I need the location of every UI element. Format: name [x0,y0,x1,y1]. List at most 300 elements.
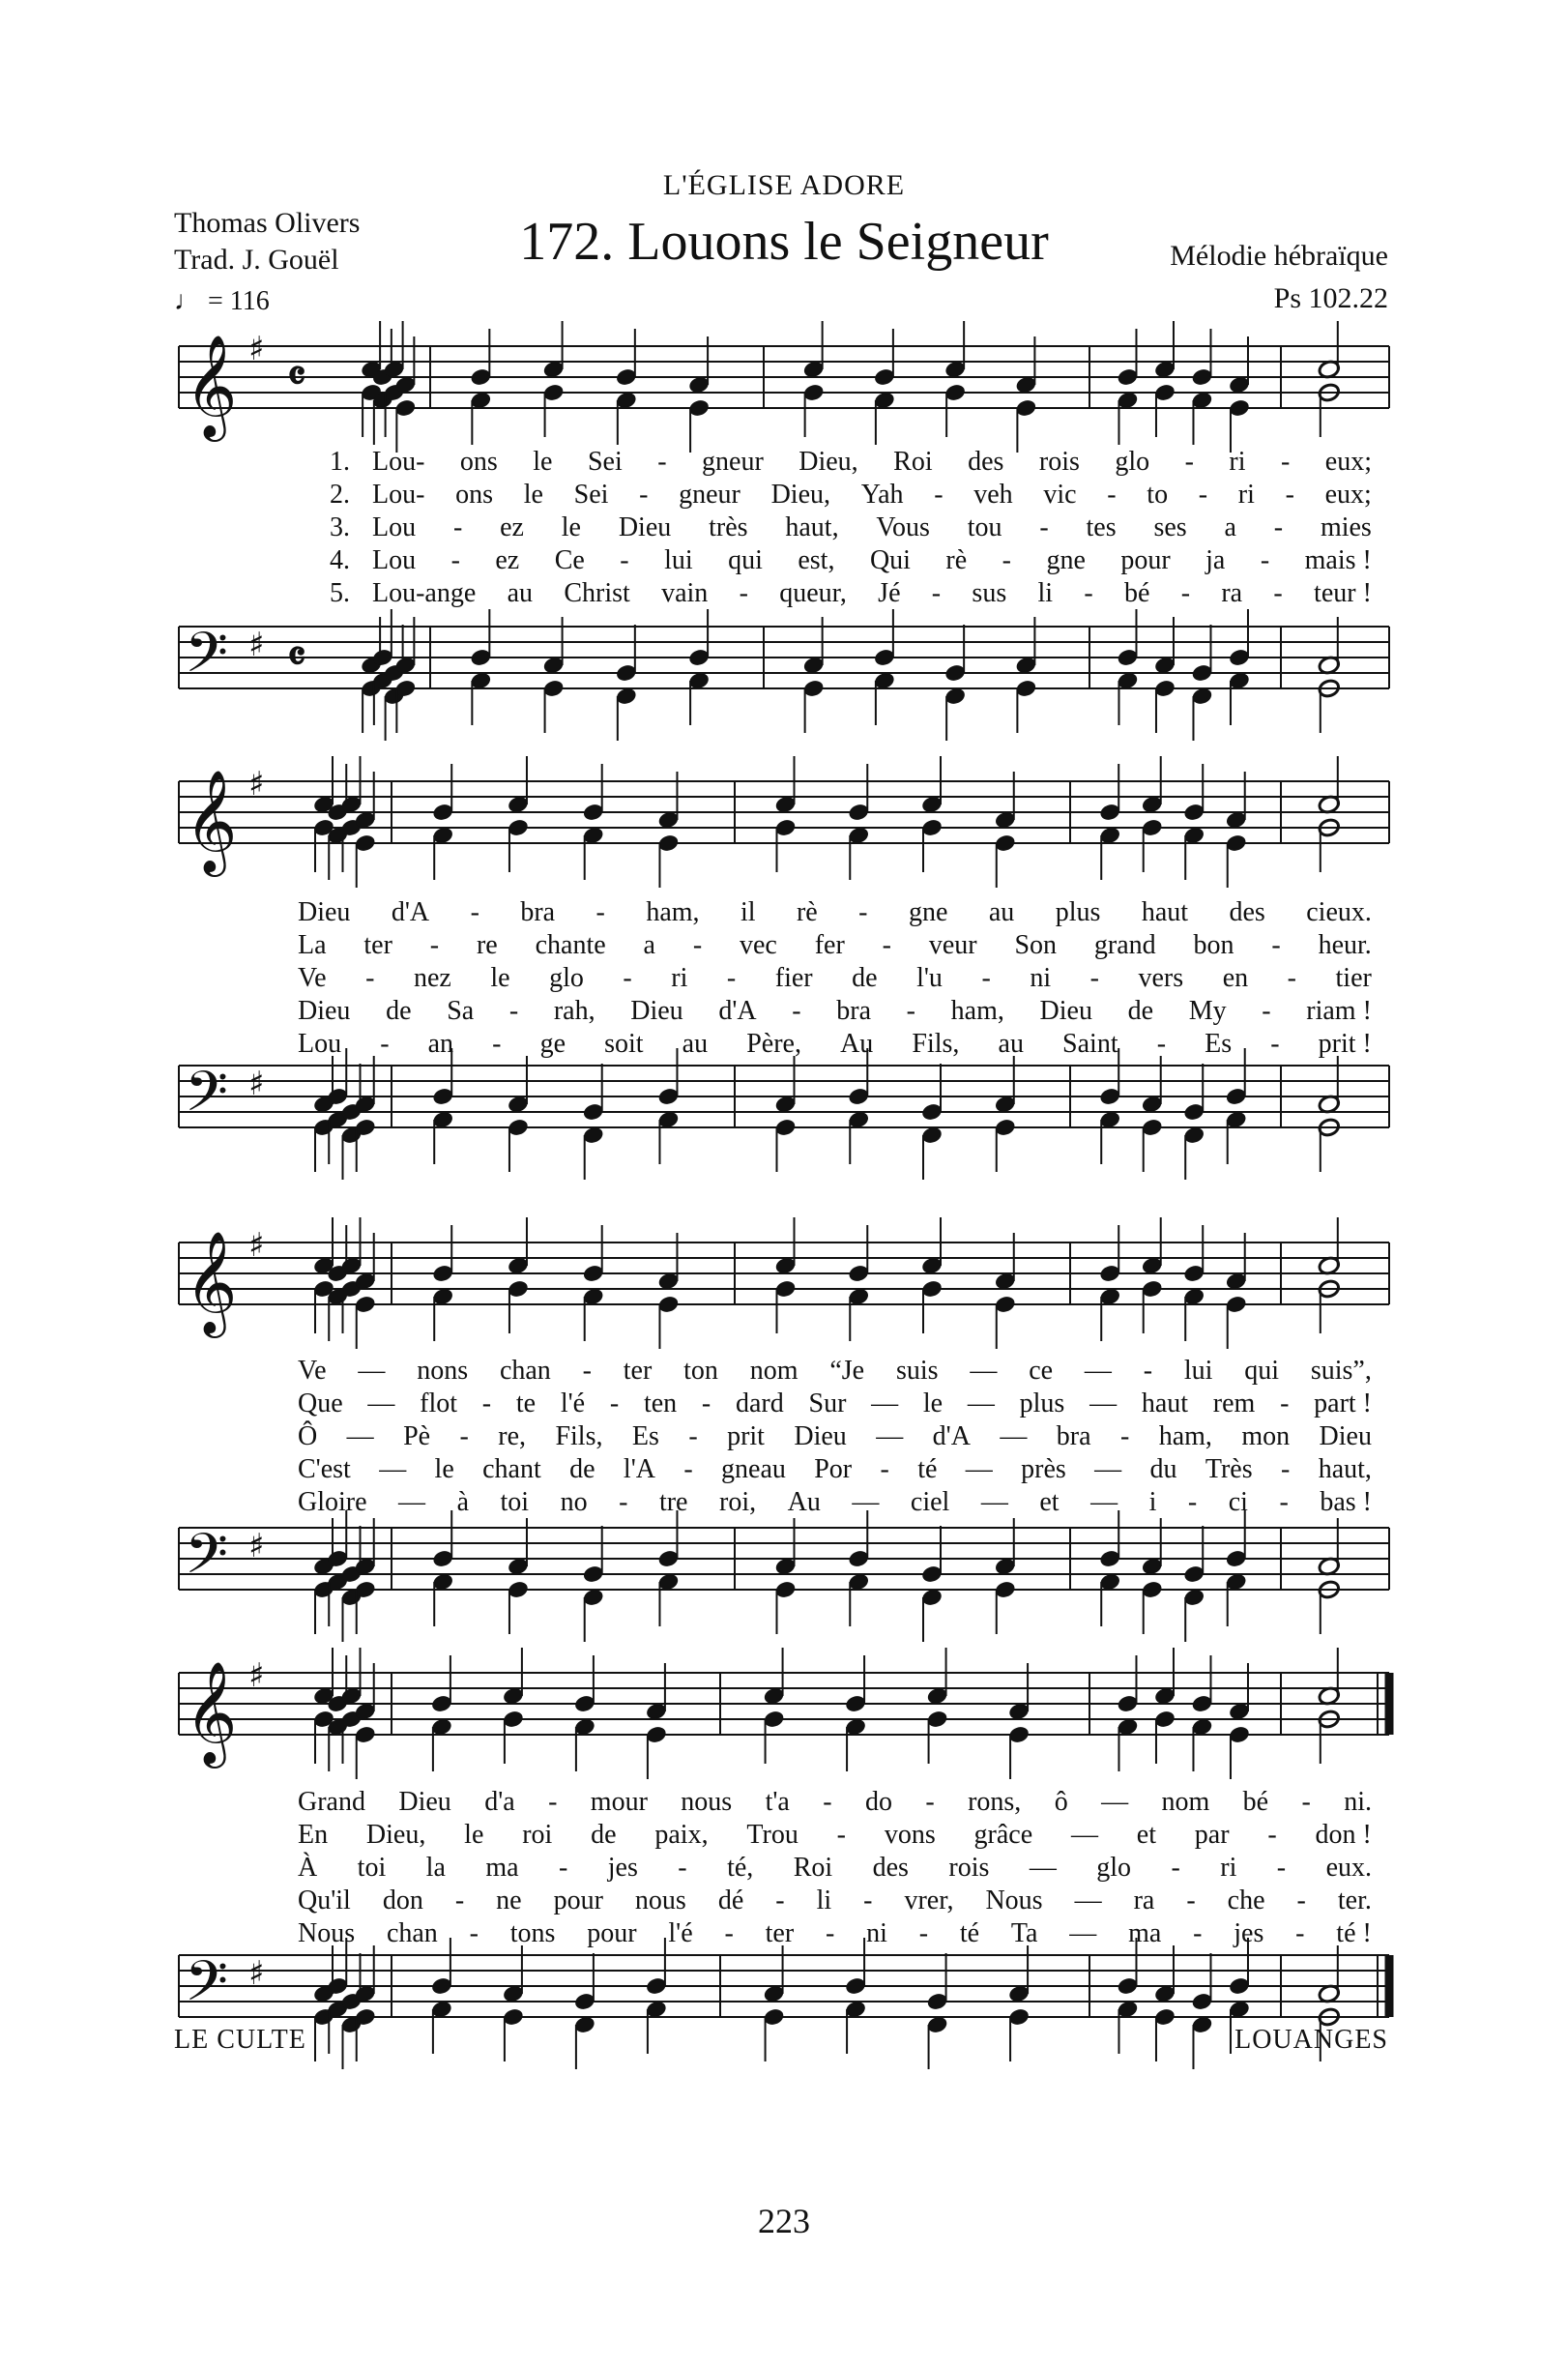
verse-number: 5. [330,578,350,608]
lyric-syllable: - [1171,1853,1180,1883]
lyric-syllable: - [918,1918,929,1948]
lyric-syllable: grand [1093,930,1156,960]
lyric-syllable: qui [728,545,763,575]
lyric-syllable: - [657,447,667,477]
bass-clef-icon: 𝄢 [185,1059,229,1138]
lyric-syllable: - [1285,480,1294,510]
lyric-syllable: jes [1234,1918,1264,1948]
lyric-syllable: - [825,1918,835,1948]
lyric-syllable: Dieu, [365,1820,426,1850]
lyric-syllable: ses [1153,512,1187,542]
lyric-syllable: - [792,996,801,1026]
lyric-syllable: te [515,1389,537,1418]
lyric-syllable: part ! [1314,1389,1372,1418]
lyric-syllable: - [639,480,649,510]
lyric-syllable: veur [928,930,977,960]
lyric-syllable: nom [1161,1787,1210,1817]
lyric-syllable: ter [363,930,392,960]
lyric-syllable: ton [683,1356,718,1386]
lyric-syllable: no [560,1487,588,1517]
treble-staff [0,1194,1568,1372]
lyric-syllable: Dieu [618,512,672,542]
lyric-syllable: - [1273,578,1283,608]
hymn-title: 172. Louons le Seigneur [519,212,1049,272]
lyric-syllable: - [1039,512,1049,542]
lyric-syllable: La [298,930,327,960]
lyric-syllable: Lou- [372,447,425,477]
lyric-syllable: haut, [1318,1454,1372,1484]
lyric-syllable: pour [587,1918,637,1948]
lyric-syllable: rem [1212,1389,1256,1418]
lyric-line [298,1421,1372,1452]
page-number: 223 [758,2202,810,2240]
lyric-syllable: ez [495,545,520,575]
lyric-syllable: fer [814,930,845,960]
lyric-syllable: - [858,897,868,927]
lyric-syllable: - [623,963,632,993]
lyric-syllable: Nous [298,1918,356,1948]
lyric-syllable: nous [634,1886,686,1915]
lyric-syllable: Es [1205,1029,1233,1059]
lyric-syllable: Sur [808,1389,847,1418]
lyric-syllable: des [1229,897,1265,927]
lyric-syllable: ter [765,1918,795,1948]
lyric-syllable: le [523,480,543,510]
lyric-syllable: pour [1120,545,1171,575]
lyric-line [298,1820,1372,1851]
lyric-syllable: Lou- [372,480,425,510]
lyric-syllable: roi, [719,1487,757,1517]
lyric-syllable: re [476,930,498,960]
lyric-syllable: ge [539,1029,566,1059]
lyric-syllable: eux. [1325,1853,1372,1883]
lyric-syllable: - [470,897,479,927]
lyric-syllable: au [988,897,1015,927]
lyric-syllable: - [836,1820,846,1850]
lyric-syllable: — [876,1421,904,1451]
lyric-syllable: rè [796,897,818,927]
lyric-syllable: che [1227,1886,1265,1915]
lyric-syllable: de [1127,996,1154,1026]
lyric-syllable: veh [973,480,1013,510]
treble-clef-icon: 𝄞 [185,1660,238,1764]
lyric-syllable: ten [643,1389,678,1418]
lyric-syllable: - [1301,1787,1311,1817]
lyric-syllable: ni [866,1918,887,1948]
lyric-syllable: très [709,512,748,542]
verse-number: 1. [330,447,350,477]
lyric-syllable: - [1287,963,1296,993]
lyric-syllable: cieux. [1306,897,1372,927]
treble-staff [0,733,1568,911]
lyric-syllable: Qu'il [298,1886,351,1915]
lyric-syllable: Son [1014,930,1058,960]
lyric-line [298,1487,1372,1518]
lyric-syllable: - [429,930,440,960]
lyric-syllable: Grand [298,1787,365,1817]
lyric-syllable: rè [945,545,968,575]
lyric-syllable: Lou-ange [372,578,477,608]
lyric-syllable: — [1084,1356,1112,1386]
lyric-syllable: Dieu [298,996,351,1026]
lyric-syllable: bra [520,897,556,927]
lyric-syllable: est, [798,545,835,575]
lyric-syllable: vec [740,930,777,960]
lyric-syllable: - [492,1029,502,1059]
lyric-syllable: chan [386,1918,438,1948]
lyric-syllable: au [682,1029,709,1059]
verse-number: 3. [330,512,350,542]
author-line: Thomas Olivers [174,207,361,239]
lyric-syllable: Saint [1062,1029,1118,1059]
lyric-syllable: chante [535,930,606,960]
lyric-syllable: - [934,480,944,510]
lyric-syllable: ri [1220,1853,1237,1883]
lyric-syllable: gneau [721,1454,786,1484]
lyric-syllable: — [1070,1820,1098,1850]
lyric-syllable: l'é [668,1918,693,1948]
lyric-syllable: to [1147,480,1169,510]
lyric-syllable: Lou [372,545,417,575]
lyric-syllable: - [558,1853,568,1883]
lyric-syllable: vons [884,1820,936,1850]
lyric-syllable: Nous [985,1886,1043,1915]
lyric-syllable: chant [482,1454,541,1484]
lyric-syllable: — [1094,1454,1122,1484]
sharp-icon: ♯ [248,1954,265,1993]
lyric-syllable: de [386,996,412,1026]
lyric-syllable: pour [553,1886,603,1915]
lyric-syllable: ni. [1344,1787,1372,1817]
lyric-syllable: ra [1133,1886,1155,1915]
lyric-syllable: gneur [679,480,740,510]
lyric-syllable: — [367,1389,395,1418]
lyric-syllable: mour [590,1787,648,1817]
lyric-syllable: ma [1128,1918,1162,1948]
lyric-syllable: - [692,930,703,960]
lyric-syllable: - [863,1886,873,1915]
lyric-syllable: - [508,996,519,1026]
lyric-syllable: - [1186,1886,1196,1915]
lyric-syllable: ons [459,447,498,477]
section-title: L'ÉGLISE ADORE [662,169,906,201]
lyric-syllable: soit [604,1029,644,1059]
lyric-syllable: de [569,1454,595,1484]
lyric-syllable: - [683,1454,693,1484]
lyric-syllable: de [852,963,878,993]
lyric-syllable: ez [500,512,524,542]
lyric-line [298,1853,1372,1884]
lyric-syllable: l'u [916,963,943,993]
lyric-syllable: a [643,930,655,960]
lyric-syllable: Au [840,1029,874,1059]
lyric-syllable: — [980,1487,1008,1517]
lyric-syllable: - [1262,996,1271,1026]
lyric-syllable: ter [623,1356,653,1386]
lyric-syllable: - [609,1389,620,1418]
lyric-syllable: — [1069,1918,1097,1948]
lyric-syllable: i [1148,1487,1157,1517]
lyric-syllable: - [1273,512,1284,542]
sharp-icon: ♯ [248,1656,265,1695]
lyric-syllable: - [775,1886,785,1915]
lyric-syllable: En [298,1820,329,1850]
lyric-syllable: prit [727,1421,765,1451]
sharp-icon: ♯ [248,765,265,804]
lyric-syllable: don ! [1315,1820,1372,1850]
lyric-syllable: Christ [564,578,630,608]
tempo-marking: ♩ = 116 [174,286,270,316]
lyric-syllable: rois [1038,447,1080,477]
lyric-syllable: bra [1056,1421,1091,1451]
lyric-syllable: le [490,963,510,993]
lyric-syllable: le [561,512,581,542]
lyric-syllable: nous [681,1787,733,1817]
lyric-syllable: — [379,1454,407,1484]
lyric-syllable: la [425,1853,446,1883]
lyric-syllable: Dieu [298,897,351,927]
lyric-syllable: Dieu [630,996,683,1026]
lyric-syllable: en [1222,963,1249,993]
lyric-syllable: haut [1141,897,1189,927]
lyric-syllable: tons [509,1918,556,1948]
lyric-syllable: ô [1054,1787,1068,1817]
lyric-syllable: - [582,1356,592,1386]
bass-clef-icon: 𝄢 [185,620,229,699]
lyric-line [372,512,1372,543]
lyric-syllable: le [434,1454,454,1484]
lyric-syllable: - [1281,1454,1291,1484]
lyric-syllable: té [917,1454,938,1484]
lyric-syllable: - [365,963,375,993]
common-time-icon: 𝄴 [287,633,306,681]
lyric-syllable: C'est [298,1454,351,1484]
lyric-syllable: — [358,1356,386,1386]
lyric-line [372,578,1372,609]
lyric-syllable: gne [908,897,948,927]
sharp-icon: ♯ [248,1226,265,1265]
lyric-syllable: eux; [1324,447,1372,477]
lyric-syllable: tier [1335,963,1372,993]
lyric-syllable: - [882,930,891,960]
lyric-syllable: — [1089,1389,1118,1418]
lyric-syllable: et [1136,1820,1156,1850]
lyric-syllable: Au [787,1487,821,1517]
lyric-line [298,1356,1372,1387]
lyric-syllable: Sei [573,480,609,510]
lyric-syllable: - [548,1787,558,1817]
lyric-syllable: ter. [1337,1886,1372,1915]
lyric-line [298,963,1372,994]
lyric-syllable: l'A [623,1454,655,1484]
common-time-icon: 𝄴 [287,353,306,400]
lyric-line [372,480,1372,511]
lyric-syllable: té ! [1336,1918,1372,1948]
footer-left: LE CULTE [174,2025,306,2055]
lyric-syllable: Dieu [794,1421,847,1451]
lyric-syllable: Ve [298,1356,327,1386]
lyric-syllable: riam ! [1306,996,1372,1026]
lyric-line [298,1918,1372,1949]
lyric-syllable: Roi [793,1853,833,1883]
lyric-syllable: - [454,1886,465,1915]
lyric-syllable: Que [298,1389,343,1418]
lyric-syllable: glo [549,963,584,993]
sharp-icon: ♯ [248,330,265,368]
lyric-syllable: près [1021,1454,1066,1484]
lyric-syllable: — [871,1389,899,1418]
lyric-syllable: - [1295,1918,1305,1948]
lyric-line [372,447,1372,478]
lyric-syllable: - [1267,1820,1277,1850]
lyric-syllable: - [1279,1487,1289,1517]
lyric-syllable: À [298,1853,318,1883]
lyric-line [298,996,1372,1027]
lyric-syllable: - [739,578,748,608]
lyric-syllable: plus [1055,897,1101,927]
lyric-syllable: - [1271,930,1281,960]
lyric-syllable: plus [1019,1389,1065,1418]
lyric-syllable: “Je [829,1356,865,1386]
lyric-syllable: — [967,1389,995,1418]
lyric-syllable: sus [972,578,1007,608]
lyric-syllable: - [931,578,942,608]
lyric-syllable: - [595,897,605,927]
lyric-syllable: - [469,1918,479,1948]
lyric-syllable: ma [485,1853,519,1883]
lyric-syllable: - [823,1787,832,1817]
lyric-syllable: par [1194,1820,1230,1850]
lyric-syllable: et [1039,1487,1060,1517]
sharp-icon: ♯ [248,626,265,664]
lyric-syllable: nez [413,963,451,993]
verse-number: 4. [330,545,350,575]
lyric-syllable: - [620,545,629,575]
lyric-syllable: - [619,1487,628,1517]
lyric-syllable: d'a [484,1787,515,1817]
lyric-syllable: ham, [646,897,700,927]
lyric-syllable: ne [496,1886,522,1915]
lyric-syllable: Vous [876,512,930,542]
lyric-syllable: don [382,1886,423,1915]
author-credit [174,205,360,278]
lyric-syllable: des [872,1853,909,1883]
lyric-syllable: suis”, [1310,1356,1372,1386]
lyric-syllable: té [959,1918,980,1948]
lyric-syllable: bé [1124,578,1150,608]
lyric-syllable: - [481,1389,492,1418]
lyric-syllable: Gloire [298,1487,367,1517]
lyric-syllable: - [880,1454,889,1484]
lyric-syllable: — [852,1487,880,1517]
lyric-syllable: lui [1183,1356,1213,1386]
lyric-syllable: - [450,545,460,575]
lyric-syllable: - [701,1389,711,1418]
lyric-line [298,1787,1372,1818]
lyric-line [298,1886,1372,1916]
lyric-syllable: toi [357,1853,387,1883]
lyric-syllable: nom [749,1356,799,1386]
lyric-syllable: Pè [403,1421,431,1451]
lyric-syllable: rois [948,1853,990,1883]
lyric-syllable: suis [895,1356,939,1386]
lyric-syllable: d'A [391,897,430,927]
lyric-syllable: ham, [950,996,1004,1026]
lyric-syllable: — [1101,1787,1129,1817]
lyric-syllable: gneur [702,447,764,477]
lyric-syllable: paix, [654,1820,709,1850]
lyric-syllable: Qui [869,545,911,575]
lyric-line [372,545,1372,576]
lyric-syllable: - [1193,1918,1203,1948]
lyric-syllable: ci [1228,1487,1248,1517]
lyric-syllable: mais ! [1304,545,1372,575]
lyric-syllable: tre [658,1487,688,1517]
lyric-syllable: Ve [298,963,327,993]
lyric-syllable: ri [1229,447,1246,477]
lyric-syllable: mies [1320,512,1372,542]
lyric-syllable: - [380,1029,390,1059]
sharp-icon: ♯ [248,1527,265,1565]
lyric-syllable: Lou [298,1029,342,1059]
lyric-syllable: Fils, [912,1029,960,1059]
lyric-syllable: — [1029,1853,1057,1883]
lyric-syllable: dé [717,1886,744,1915]
lyric-syllable: ri [671,963,688,993]
lyric-syllable: Yah [860,480,904,510]
lyric-syllable: - [925,1787,935,1817]
lyric-syllable: le [464,1820,484,1850]
lyric-line [298,1389,1372,1419]
lyric-syllable: ham, [1158,1421,1212,1451]
lyric-syllable: - [726,963,737,993]
melody-credit: Mélodie hébraïque [1170,240,1388,272]
lyric-syllable: té, [727,1853,754,1883]
lyric-syllable: bra [836,996,872,1026]
lyric-syllable: fier [774,963,813,993]
lyric-syllable: flot [420,1389,458,1418]
bass-clef-icon: 𝄢 [185,1948,229,2028]
lyric-syllable: vain [661,578,709,608]
lyric-syllable: Dieu [398,1787,451,1817]
lyric-syllable: Por [814,1454,853,1484]
lyric-syllable: My [1188,996,1227,1026]
lyric-syllable: bas ! [1320,1487,1372,1517]
lyric-syllable: dard [735,1389,784,1418]
lyric-syllable: haut, [785,512,839,542]
lyric-syllable: - [1260,545,1270,575]
lyric-syllable: li [1037,578,1054,608]
lyric-syllable: Dieu, [770,480,830,510]
lyric-syllable: le [922,1389,944,1418]
lyric-syllable: ja [1205,545,1226,575]
lyric-syllable: queur, [779,578,847,608]
lyric-syllable: glo [1115,447,1150,477]
lyric-syllable: ons [455,480,494,510]
lyric-syllable: — [1000,1421,1028,1451]
lyric-syllable: Roi [893,447,933,477]
sharp-icon: ♯ [248,1065,265,1103]
lyric-syllable: Sa [447,996,475,1026]
lyric-syllable: t'a [765,1787,790,1817]
lyric-syllable: gne [1046,545,1086,575]
lyric-syllable: Très [1205,1454,1253,1484]
lyric-syllable: Fils, [555,1421,603,1451]
lyric-syllable: - [1276,1853,1287,1883]
lyric-syllable: Trou [746,1820,799,1850]
lyric-syllable: — [398,1487,426,1517]
lyric-syllable: mon [1241,1421,1291,1451]
